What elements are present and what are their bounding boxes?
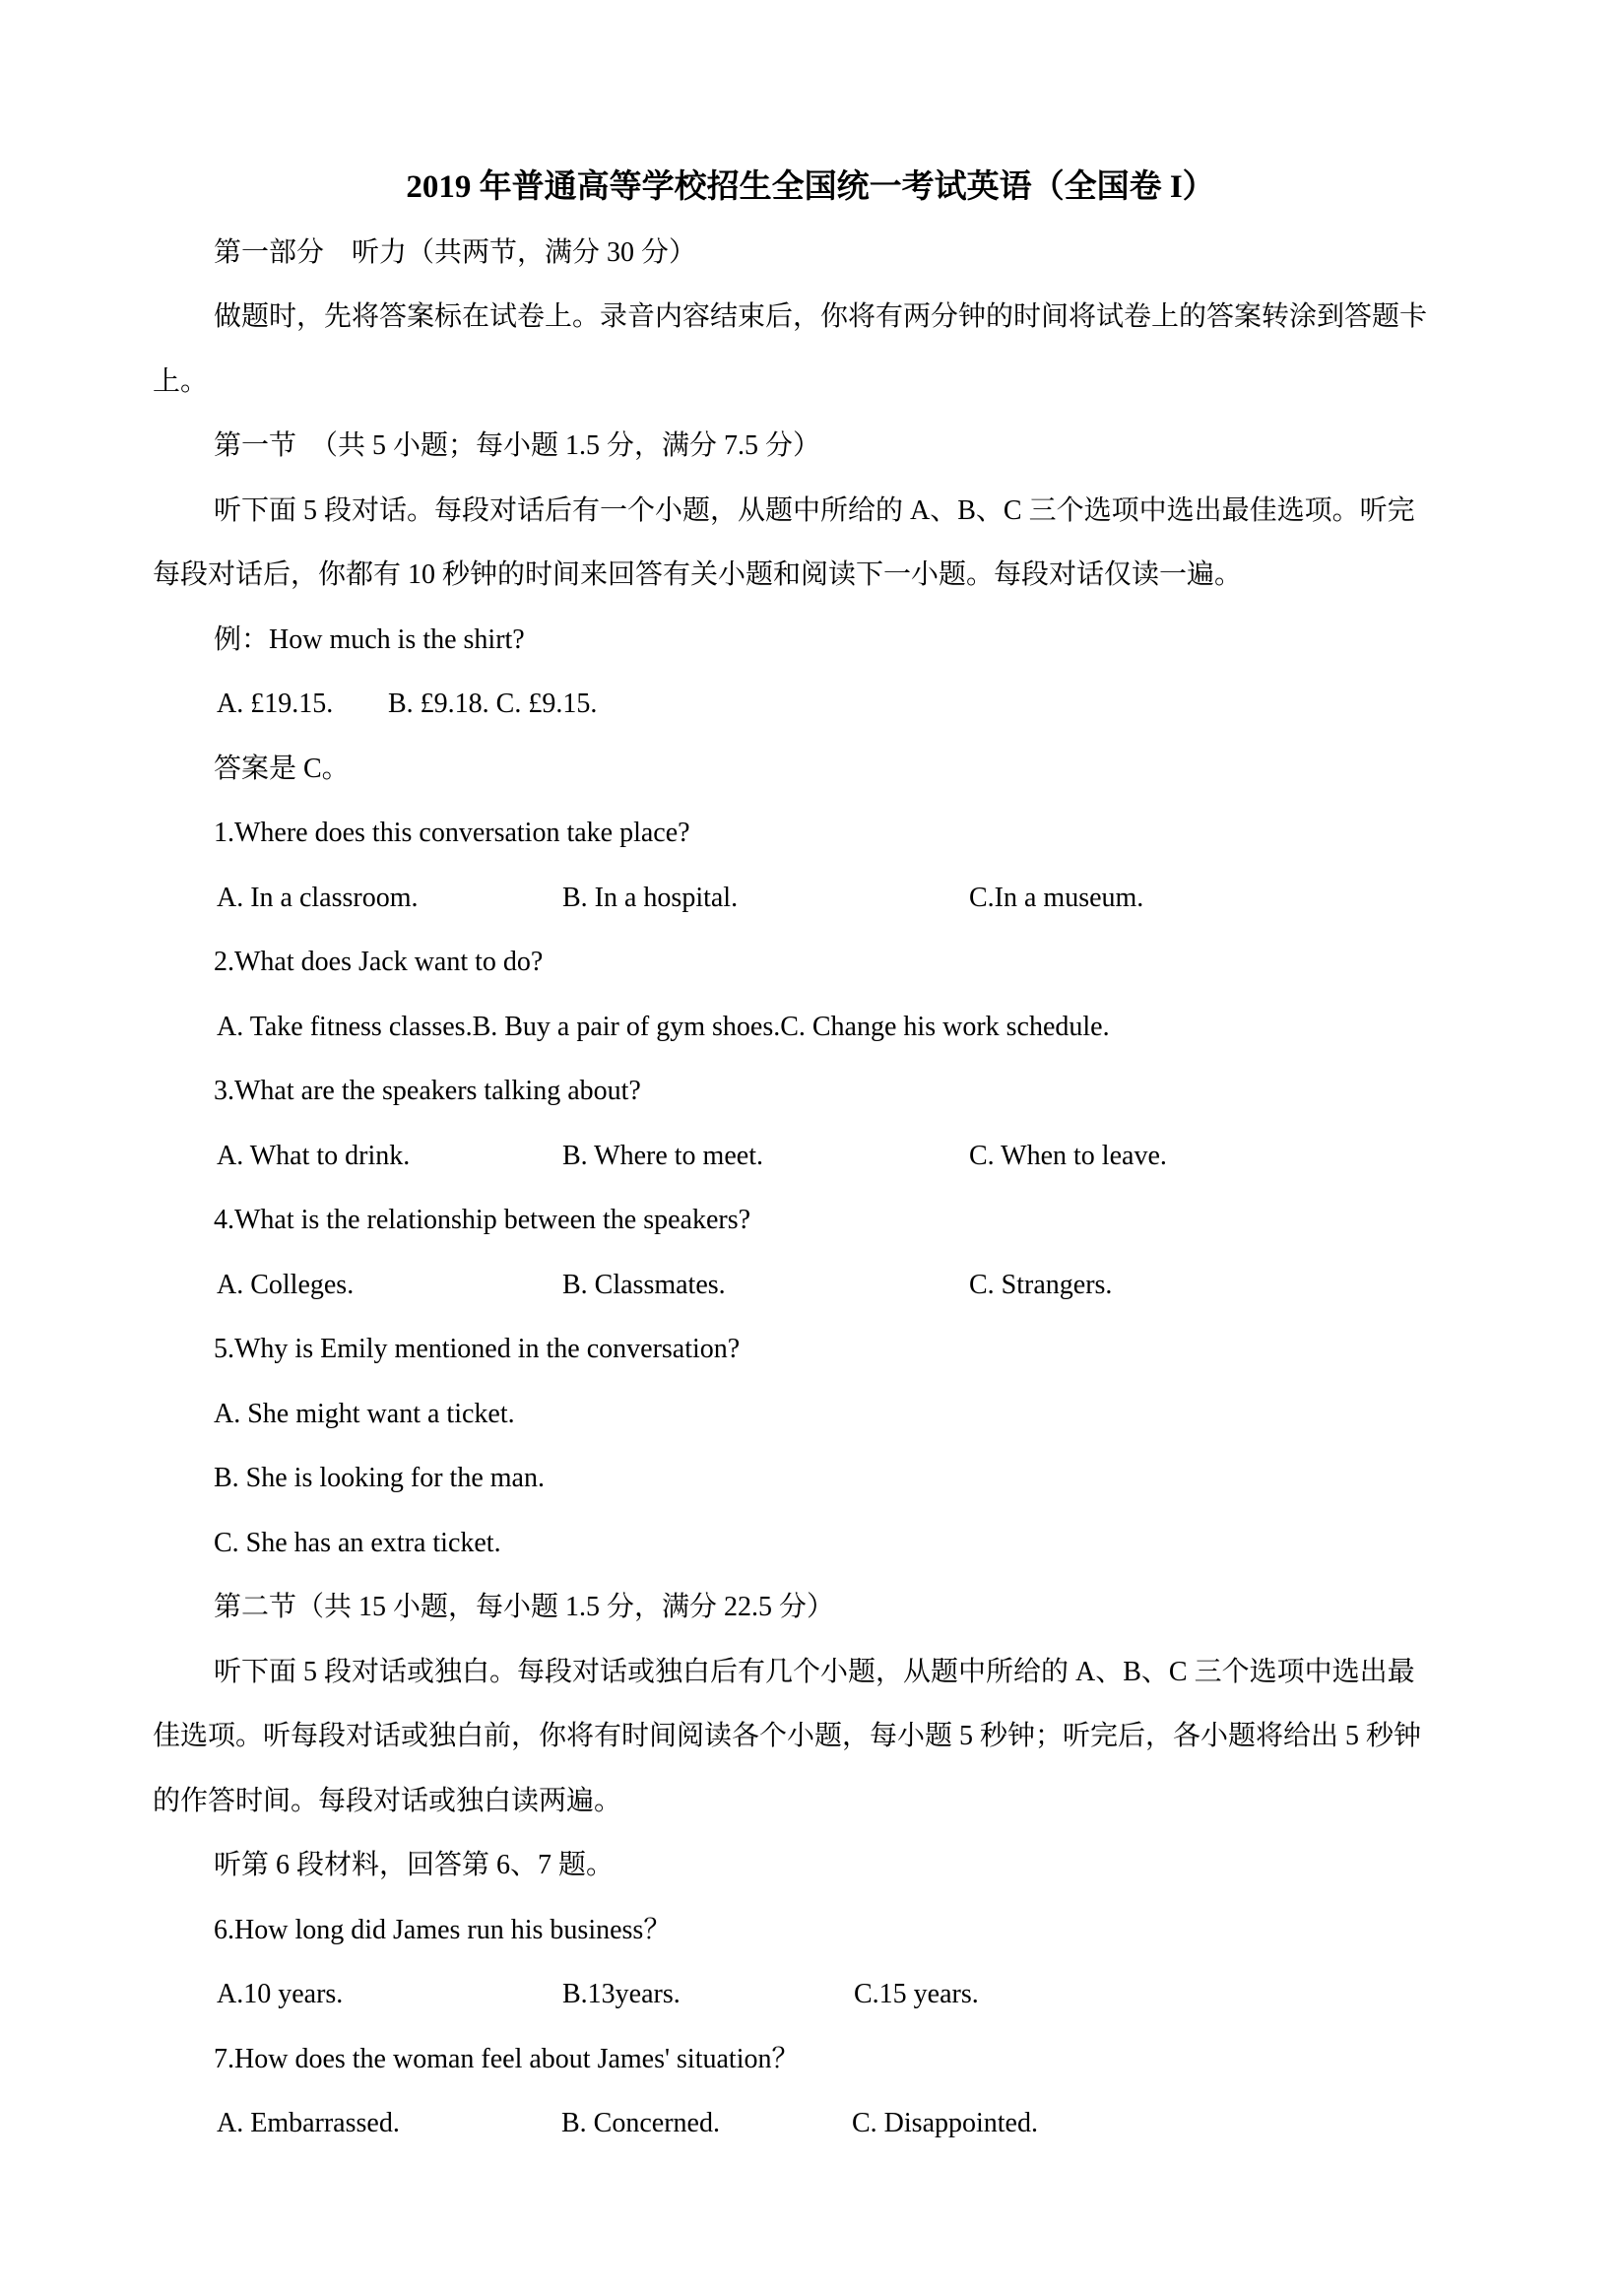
q1-option-a: A. In a classroom. <box>217 882 419 913</box>
question-3: 3.What are the speakers talking about? <box>214 1076 641 1106</box>
question-2: 2.What does Jack want to do? <box>214 947 544 977</box>
question-4: 4.What is the relationship between the speakers? <box>214 1205 751 1235</box>
q3-option-c: C. When to leave. <box>969 1140 1167 1171</box>
example-options <box>153 672 1493 737</box>
q4-option-b: B. Classmates. <box>562 1269 726 1300</box>
question-1-options <box>153 866 1493 931</box>
section2-instructions-line-1: 听下面 5 段对话或独白。每段对话或独白后有几个小题，从题中所给的 A、B、C 三个选项中选出最 <box>214 1656 1415 1687</box>
question-7-options <box>153 2091 1493 2156</box>
question-4-options <box>153 1253 1493 1318</box>
example-question: 例：How much is the shirt? <box>214 623 525 655</box>
q4-option-a: A. Colleges. <box>217 1269 355 1300</box>
section2-instructions-line-2: 佳选项。听每段对话或独白前，你将有时间阅读各个小题，每小题 5 秒钟；听完后，各小题将给出 5 秒钟 <box>153 1721 1422 1751</box>
example-option-a: A. £19.15. <box>217 689 334 719</box>
example-answer: 答案是 C。 <box>214 753 350 784</box>
document-title: 2019 年普通高等学校招生全国统一考试英语（全国卷 I） <box>406 169 1215 205</box>
q5-option-b: B. She is looking for the man. <box>214 1463 545 1493</box>
q6-option-b: B.13years. <box>562 1979 681 2009</box>
example-option-bc: B. £9.18. C. £9.15. <box>388 689 598 719</box>
material-6-instruction: 听第 6 段材料，回答第 6、7 题。 <box>214 1850 615 1880</box>
q1-option-c: C.In a museum. <box>969 882 1144 913</box>
section2-instructions-line-3: 的作答时间。每段对话或独白读两遍。 <box>153 1785 622 1816</box>
part1-heading: 第一部分 听力（共两节，满分 30 分） <box>214 236 697 268</box>
q6-option-c: C.15 years. <box>854 1979 979 2009</box>
q3-option-b: B. Where to meet. <box>562 1140 763 1171</box>
question-3-options <box>153 1124 1493 1189</box>
q3-option-a: A. What to drink. <box>217 1140 411 1171</box>
section1-instructions-line-2: 每段对话后，你都有 10 秒钟的时间来回答有关小题和阅读下一小题。每段对话仅读一遍。 <box>153 559 1243 590</box>
q5-option-a: A. She might want a ticket. <box>214 1398 515 1429</box>
q4-option-c: C. Strangers. <box>969 1269 1113 1300</box>
question-6: 6.How long did James run his business？ <box>214 1914 672 1945</box>
q2-options-abc: A. Take fitness classes.B. Buy a pair of gym shoes.C. Change his work schedule. <box>217 1011 1110 1042</box>
q5-option-c: C. She has an extra ticket. <box>214 1527 501 1558</box>
q6-option-a: A.10 years. <box>217 1979 344 2009</box>
instructions-line-2: 上。 <box>153 365 209 397</box>
instructions-line-1: 做题时，先将答案标在试卷上。录音内容结束后，你将有两分钟的时间将试卷上的答案转涂到答题卡 <box>214 301 1428 332</box>
q7-option-a: A. Embarrassed. <box>217 2108 400 2138</box>
section2-heading: 第二节（共 15 小题，每小题 1.5 分，满分 22.5 分） <box>214 1592 835 1622</box>
section1-instructions-line-1: 听下面 5 段对话。每段对话后有一个小题，从题中所给的 A、B、C 三个选项中选出最佳选项。听完 <box>214 494 1415 526</box>
question-7: 7.How does the woman feel about James' situation？ <box>214 2043 800 2074</box>
question-6-options <box>153 1962 1493 2027</box>
q1-option-b: B. In a hospital. <box>562 882 739 913</box>
question-2-options <box>153 995 1493 1060</box>
section1-heading: 第一节 （共 5 小题；每小题 1.5 分，满分 7.5 分） <box>214 430 821 461</box>
q7-option-b: B. Concerned. <box>561 2108 720 2138</box>
question-1: 1.Where does this conversation take place? <box>214 818 690 848</box>
question-5: 5.Why is Emily mentioned in the conversation? <box>214 1334 741 1364</box>
q7-option-c: C. Disappointed. <box>852 2108 1038 2138</box>
